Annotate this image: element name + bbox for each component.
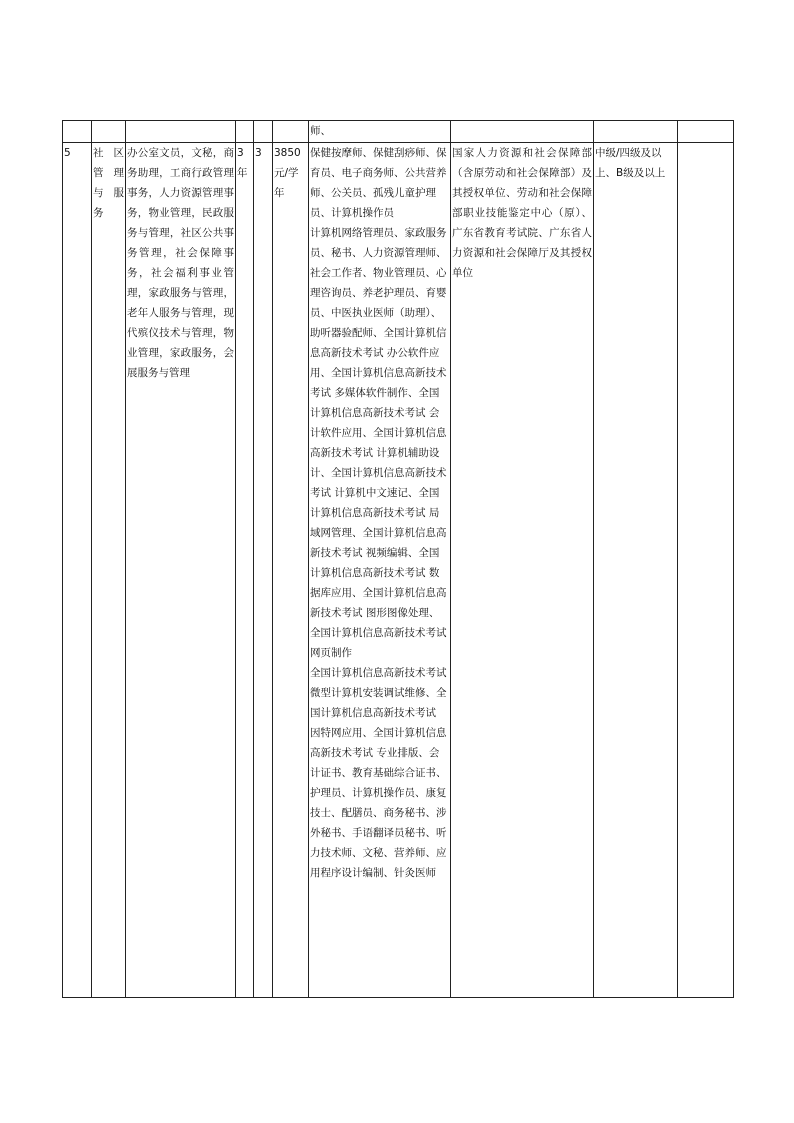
table-row <box>63 143 734 998</box>
cont-index-cell <box>63 121 92 143</box>
continuation-row <box>63 121 734 143</box>
certificates-paragraph-2: 计算机网络管理员、家政服务员、秘书、人力资源管理师、社会工作者、物业管理员、心理咨询员、养老护理员、育婴员、中医执业医师（助理）、助听器验配师、全国计算机信息高新技术考试 办公软件应用、全国计算机信息高新技术考试 多媒体软件制作、全国计算机信息高新技术考试 会计软件应用、全国计算机信息高新技术考试 计算机辅助设计、全国计算机信息高新技术考试 计算机中文速记、全国计算机信息高新技术考试 局域网管理、全国计算机信息高新技术考试 视频编辑、全国计算机信息高新技术考试 数据库应用、全国计算机信息高新技术考试 图形图像处理、全国计算机信息高新技术考试 网页制作 <box>310 227 447 659</box>
issuing-authority: 国家人力资源和社会保障部（含原劳动和社会保障部）及其授权单位、劳动和社会保障部职业技能鉴定中心（原）、广东省教育考试院、广东省人力资源和社会保障厅及其授权单位 <box>451 143 594 998</box>
certificates-paragraph-3: 全国计算机信息高新技术考试 微型计算机安装调试维修、全国计算机信息高新技术考试 因特网应用、全国计算机信息高新技术考试 专业排版、会计证书、教育基础综合证书、护理员、计算机操作员、康复技士、配膳员、商务秘书、涉外秘书、手语翻译员秘书、听力技术师、文秘、营养师、应用程序设计编制、针灸医师 <box>310 667 447 879</box>
majors-table <box>62 120 734 998</box>
cont-duration-cell <box>236 121 254 143</box>
certificate-level: 中级/四级及以上、B级及以上 <box>594 143 678 998</box>
cont-tuition-cell <box>273 121 309 143</box>
related-majors: 办公室文员，文秘，商务助理，工商行政管理事务，人力资源管理事务，物业管理，民政服务与管理，社区公共事务管理，社会保障事务，社会福利事业管理，家政服务与管理，老年人服务与管理，现代殡仪技术与管理，物业管理，家政服务，会展服务与管理 <box>126 143 236 998</box>
certificates-tail: 师、 <box>310 125 331 137</box>
cont-major-cell <box>92 121 126 143</box>
cont-related-cell <box>126 121 236 143</box>
row-index: 5 <box>63 143 92 998</box>
study-duration: 3年 <box>236 143 254 998</box>
cont-level-cell <box>254 121 273 143</box>
tuition-fee: 3850元/学年 <box>273 143 309 998</box>
major-name: 社区管理与服务 <box>92 143 126 998</box>
cont-certificates-cell <box>309 121 451 143</box>
remarks-cell <box>678 143 734 998</box>
certificates-list <box>309 143 451 998</box>
certificates-paragraph-1: 保健按摩师、保健刮痧师、保育员、电子商务师、公共营养师、公关员、孤残儿童护理员、计算机操作员 <box>310 147 447 219</box>
cont-cert-level-cell <box>594 121 678 143</box>
cont-remarks-cell <box>678 121 734 143</box>
education-level: 3 <box>254 143 273 998</box>
cont-authority-cell <box>451 121 594 143</box>
